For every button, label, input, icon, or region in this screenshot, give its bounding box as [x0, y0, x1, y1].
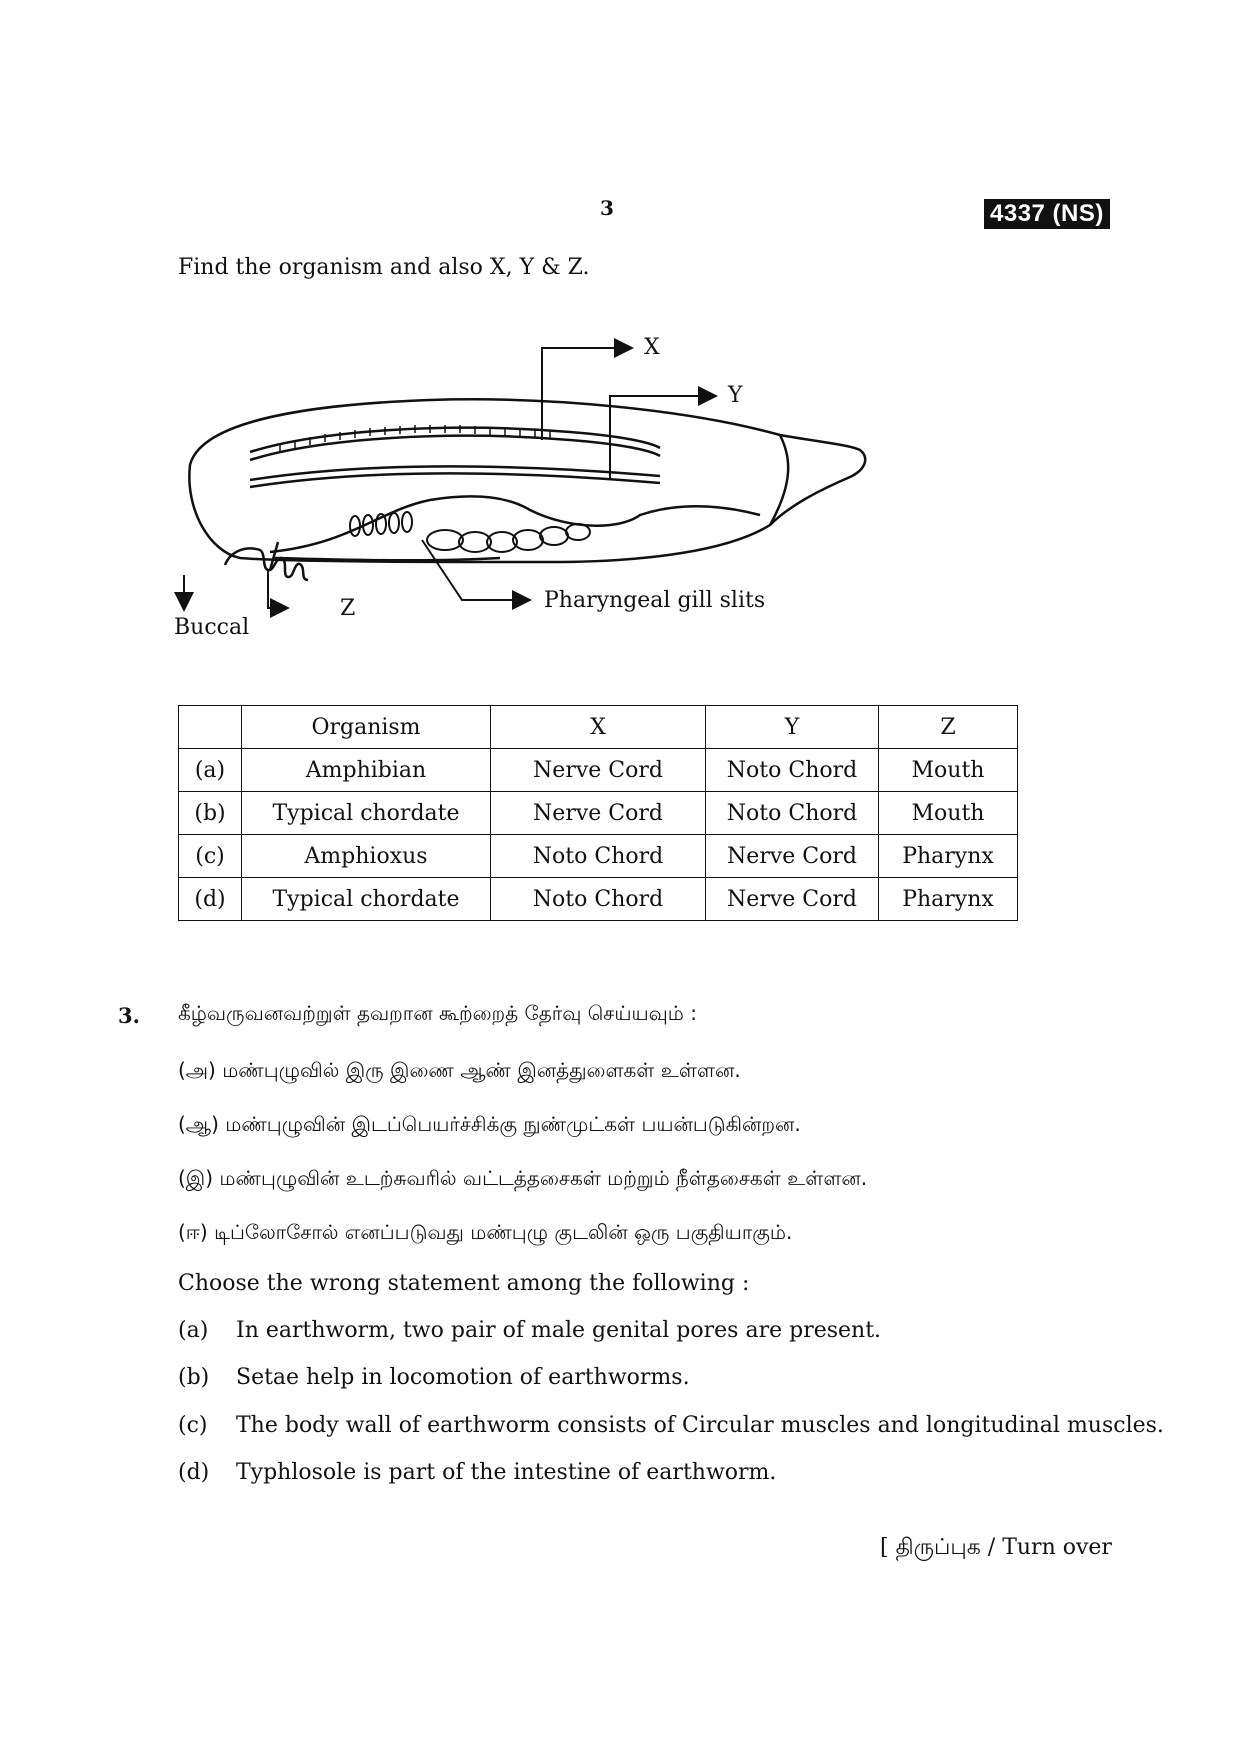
table-cell: Pharynx	[879, 878, 1018, 921]
table-row	[179, 835, 1018, 878]
english-question-stem: Choose the wrong statement among the following :	[178, 1271, 750, 1296]
table-header-cell: Organism	[242, 706, 491, 749]
table-cell: Nerve Cord	[491, 749, 706, 792]
table-cell: Noto Chord	[491, 878, 706, 921]
table-header-cell	[179, 706, 242, 749]
table-cell: Pharynx	[879, 835, 1018, 878]
label-y: Y	[728, 383, 743, 408]
question-number: 3.	[118, 1003, 140, 1028]
gonads	[427, 524, 590, 552]
body-outline	[189, 399, 865, 580]
table-header-row	[179, 706, 1018, 749]
options-table	[178, 705, 1018, 921]
table-cell: (c)	[179, 835, 242, 878]
option-text: The body wall of earthworm consists of Circular muscles and longitudinal muscles.	[236, 1413, 1164, 1438]
table-row	[179, 878, 1018, 921]
label-gill-slits: Pharyngeal gill slits	[544, 588, 766, 613]
turn-over-note: [ திருப்புக / Turn over	[880, 1535, 1112, 1560]
label-buccal: Buccal	[174, 615, 250, 640]
paper-code-badge: 4337 (NS)	[984, 199, 1110, 229]
table-cell: (d)	[179, 878, 242, 921]
table-cell: Nerve Cord	[706, 835, 879, 878]
page-number: 3	[600, 196, 614, 220]
tamil-option: (ஆ) மண்புழுவின் இடப்பெயர்ச்சிக்கு நுண்முட்கள் பயன்படுகின்றன.	[178, 1112, 801, 1136]
tamil-option: (இ) மண்புழுவின் உடற்சுவரில் வட்டத்தசைகள் மற்றும் நீள்தசைகள் உள்ளன.	[178, 1166, 868, 1190]
table-header-cell: X	[491, 706, 706, 749]
option-text: Typhlosole is part of the intestine of earthworm.	[236, 1460, 777, 1485]
table-cell: (b)	[179, 792, 242, 835]
gill-slits	[350, 512, 412, 536]
table-cell: Typical chordate	[242, 878, 491, 921]
option-letter: (a)	[178, 1318, 209, 1343]
label-x: X	[644, 335, 660, 360]
table-header-cell: Z	[879, 706, 1018, 749]
option-text: Setae help in locomotion of earthworms.	[236, 1365, 690, 1390]
table-cell: Amphibian	[242, 749, 491, 792]
table-cell: Nerve Cord	[491, 792, 706, 835]
tamil-option: (ஈ) டிப்லோசோல் எனப்படுவது மண்புழு குடலின் ஒரு பகுதியாகும்.	[178, 1220, 793, 1244]
table-cell: Amphioxus	[242, 835, 491, 878]
table-cell: Mouth	[879, 749, 1018, 792]
table-cell: Typical chordate	[242, 792, 491, 835]
table-cell: Noto Chord	[706, 792, 879, 835]
table-header-cell: Y	[706, 706, 879, 749]
table-cell: Noto Chord	[706, 749, 879, 792]
table-cell: (a)	[179, 749, 242, 792]
table-cell: Nerve Cord	[706, 878, 879, 921]
table-cell: Mouth	[879, 792, 1018, 835]
table-cell: Noto Chord	[491, 835, 706, 878]
tamil-option: (அ) மண்புழுவில் இரு இணை ஆண் இனத்துளைகள் உள்ளன.	[178, 1058, 741, 1082]
option-text: In earthworm, two pair of male genital pores are present.	[236, 1318, 882, 1343]
table-row	[179, 792, 1018, 835]
table-row	[179, 749, 1018, 792]
amphioxus-diagram	[170, 330, 890, 650]
question-prompt: Find the organism and also X, Y & Z.	[178, 255, 590, 280]
option-letter: (c)	[178, 1413, 208, 1438]
option-letter: (d)	[178, 1460, 210, 1485]
label-z: Z	[340, 596, 356, 621]
tamil-question-stem: கீழ்வருவனவற்றுள் தவறான கூற்றைத் தேர்வு செய்யவும் :	[178, 1001, 697, 1025]
option-letter: (b)	[178, 1365, 210, 1390]
